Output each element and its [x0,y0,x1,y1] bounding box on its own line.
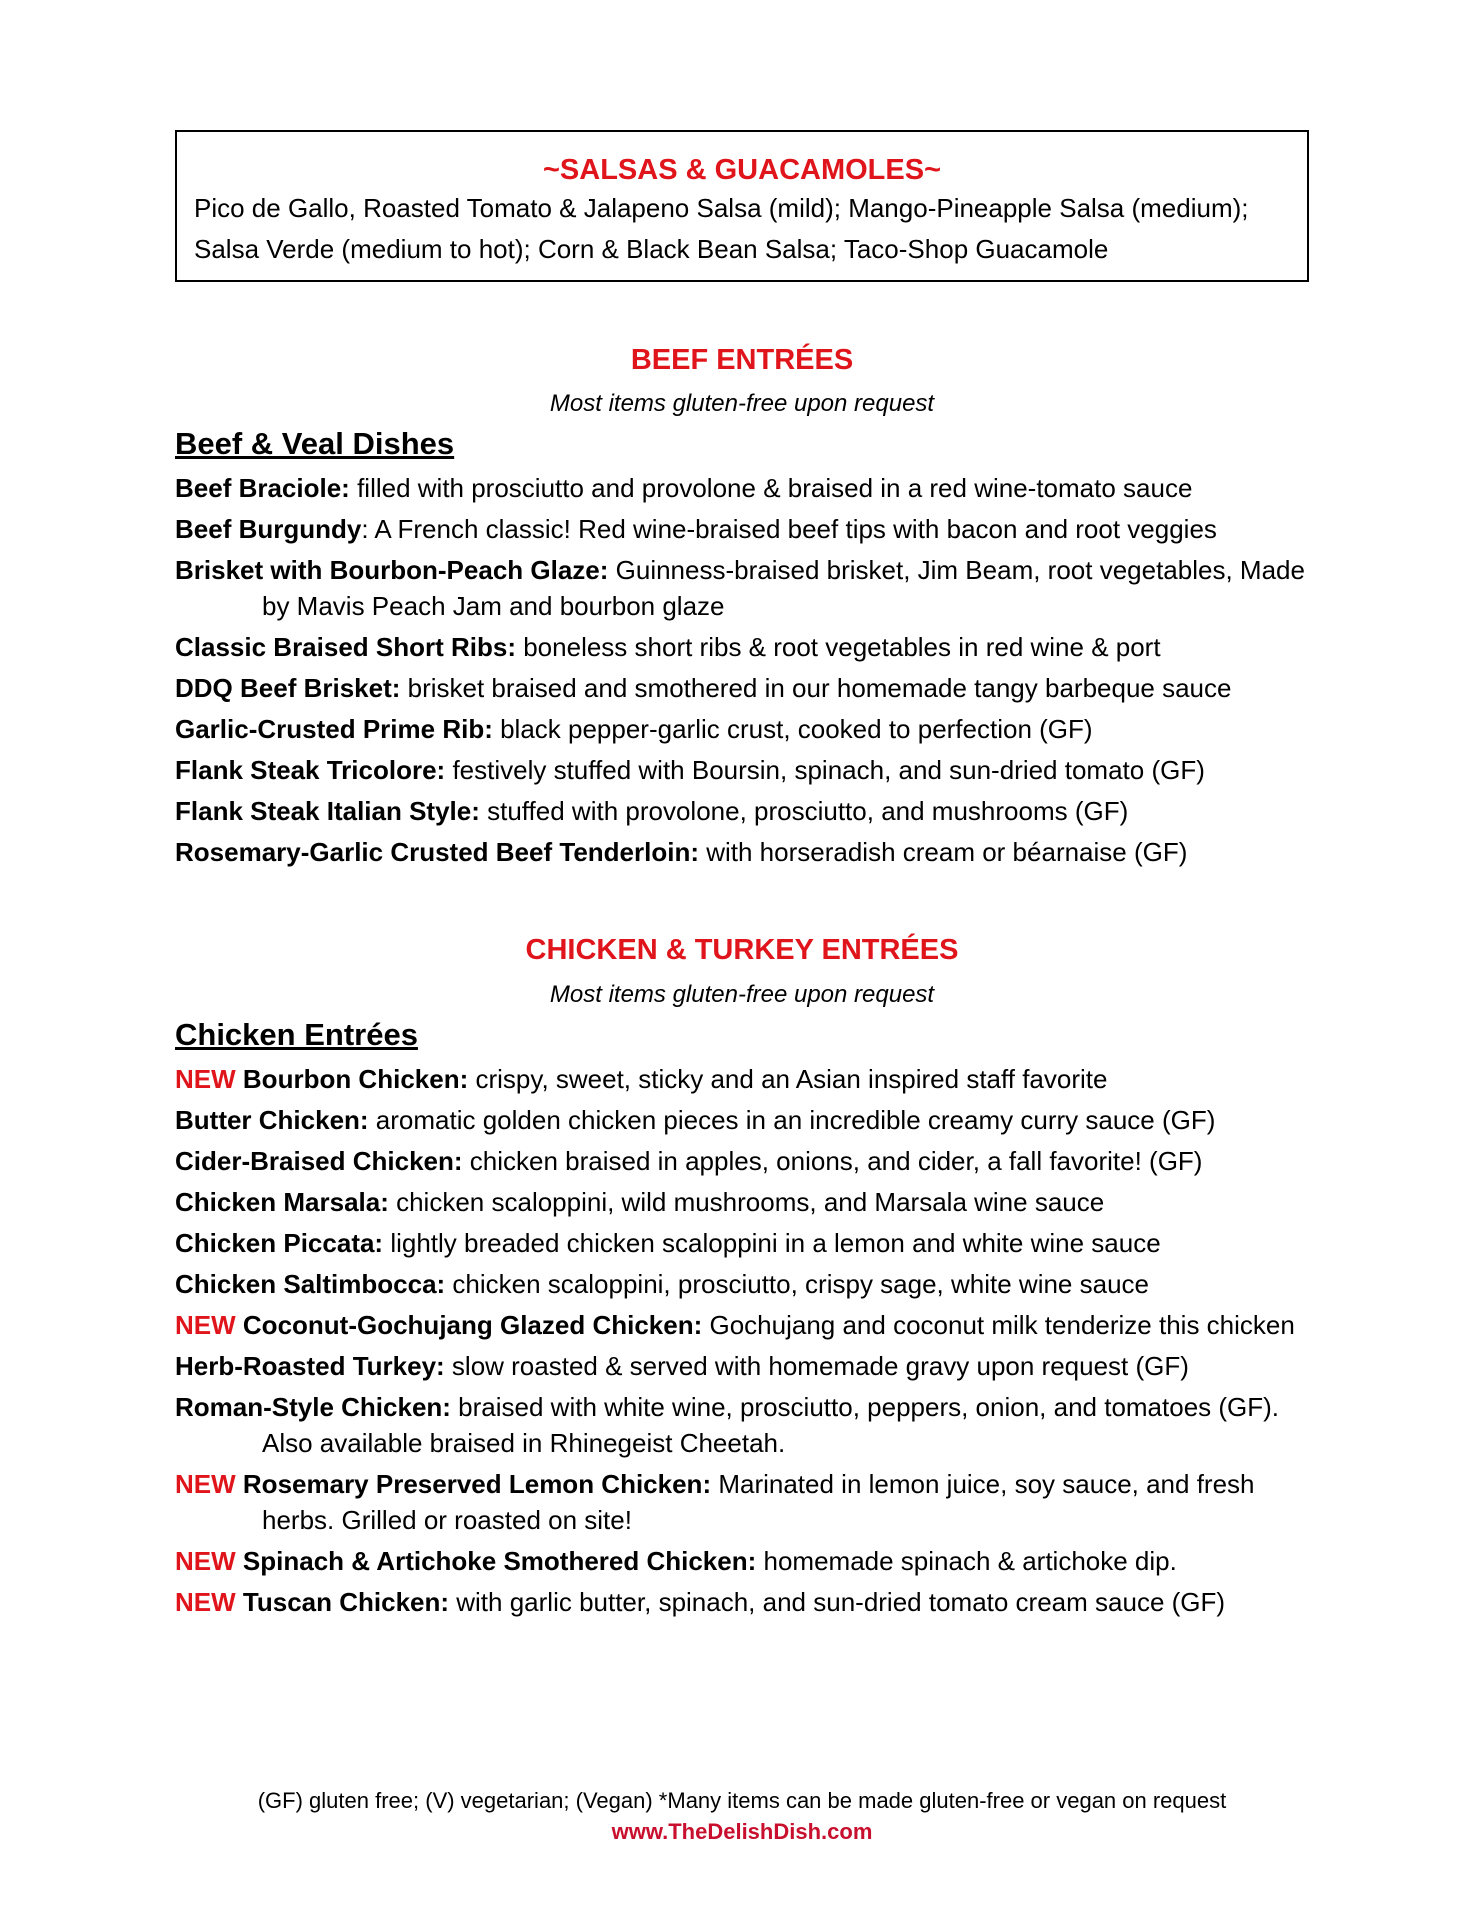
item-description: festively stuffed with Boursin, spinach, and sun-dried tomato (GF) [445,755,1205,785]
new-badge: NEW [175,1587,236,1617]
menu-item [175,470,1315,506]
salsas-line-2: Salsa Verde (medium to hot); Corn & Black Bean Salsa; Taco-Shop Guacamole [194,234,1109,264]
menu-item [175,1184,1315,1220]
footer-legend: (GF) gluten free; (V) vegetarian; (Vegan) *Many items can be made gluten-free or vegan on request [257,1788,1227,1813]
item-description: slow roasted & served with homemade gravy upon request (GF) [444,1351,1189,1381]
item-description: Marinated in lemon juice, soy sauce, and fresh herbs. Grilled or roasted on site! [262,1469,1255,1535]
chicken-item-list [175,1061,1315,1625]
item-name: Tuscan Chicken: [242,1587,450,1617]
item-description: stuffed with provolone, prosciutto, and mushrooms (GF) [479,796,1129,826]
menu-item [175,1143,1315,1179]
menu-item [175,1061,1315,1097]
new-badge: NEW [175,1546,236,1576]
menu-item [175,793,1315,829]
item-description: braised with white wine, prosciutto, peppers, onion, and tomatoes (GF). Also available braised in Rhinegeist Cheetah. [262,1392,1280,1458]
menu-item [175,1266,1315,1302]
item-name: DDQ Beef Brisket: [175,673,401,703]
chicken-subtitle: Chicken Entrées [175,1017,418,1052]
item-description: Gochujang and coconut milk tenderize this chicken [702,1310,1295,1340]
new-badge: NEW [175,1310,236,1340]
menu-item [175,1307,1315,1343]
item-description: boneless short ribs & root vegetables in red wine & port [516,632,1161,662]
salsas-box [175,130,1309,282]
item-name: Flank Steak Italian Style: [175,796,480,826]
item-name: Rosemary Preserved Lemon Chicken: [242,1469,712,1499]
item-description: Guinness-braised brisket, Jim Beam, root vegetables, Made by Mavis Peach Jam and bourbon glaze [262,555,1305,621]
item-description: filled with prosciutto and provolone & braised in a red wine-tomato sauce [349,473,1193,503]
menu-item [175,1389,1315,1461]
menu-item [175,511,1315,547]
item-description: black pepper-garlic crust, cooked to perfection (GF) [492,714,1093,744]
item-name: Cider-Braised Chicken: [175,1146,463,1176]
item-name: Garlic-Crusted Prime Rib: [175,714,493,744]
item-name: Roman-Style Chicken: [175,1392,451,1422]
beef-section-note: Most items gluten-free upon request [549,390,935,417]
beef-section-title: BEEF ENTRÉES [630,344,854,376]
item-name: Flank Steak Tricolore: [175,755,446,785]
item-name: Beef Braciole: [175,473,350,503]
item-name: Chicken Marsala: [175,1187,389,1217]
item-description: with horseradish cream or béarnaise (GF) [699,837,1188,867]
item-name: Classic Braised Short Ribs: [175,632,516,662]
menu-item [175,711,1315,747]
menu-item [175,1584,1315,1620]
item-description: chicken scaloppini, prosciutto, crispy sage, white wine sauce [445,1269,1149,1299]
item-name: Bourbon Chicken: [242,1064,469,1094]
item-name: Chicken Saltimbocca: [175,1269,446,1299]
beef-subtitle: Beef & Veal Dishes [175,426,455,461]
item-description: chicken braised in apples, onions, and cider, a fall favorite! (GF) [462,1146,1203,1176]
menu-item [175,1543,1315,1579]
menu-item [175,834,1315,870]
item-name: Beef Burgundy [175,514,362,544]
chicken-section-title: CHICKEN & TURKEY ENTRÉES [525,934,959,966]
menu-item [175,1102,1315,1138]
salsas-line-1: Pico de Gallo, Roasted Tomato & Jalapeno Salsa (mild); Mango-Pineapple Salsa (medium); [194,193,1249,223]
item-description: : A French classic! Red wine-braised beef tips with bacon and root veggies [361,514,1217,544]
item-name: Butter Chicken: [175,1105,369,1135]
menu-item [175,670,1315,706]
menu-item [175,1466,1315,1538]
item-name: Spinach & Artichoke Smothered Chicken: [242,1546,757,1576]
item-description: aromatic golden chicken pieces in an incredible creamy curry sauce (GF) [368,1105,1216,1135]
item-description: lightly breaded chicken scaloppini in a lemon and white wine sauce [383,1228,1161,1258]
footer-website-link[interactable]: www.TheDelishDish.com [611,1819,873,1844]
item-name: Rosemary-Garlic Crusted Beef Tenderloin: [175,837,699,867]
item-description: chicken scaloppini, wild mushrooms, and Marsala wine sauce [388,1187,1105,1217]
item-description: with garlic butter, spinach, and sun-dried tomato cream sauce (GF) [449,1587,1226,1617]
menu-item [175,552,1315,624]
menu-item [175,1348,1315,1384]
salsas-title: ~SALSAS & GUACAMOLES~ [543,154,941,186]
chicken-section-note: Most items gluten-free upon request [549,981,935,1008]
item-description: crispy, sweet, sticky and an Asian inspired staff favorite [468,1064,1108,1094]
menu-item [175,1225,1315,1261]
item-name: Brisket with Bourbon-Peach Glaze: [175,555,609,585]
menu-item [175,629,1315,665]
beef-item-list [175,470,1315,875]
item-description: homemade spinach & artichoke dip. [756,1546,1177,1576]
item-name: Herb-Roasted Turkey: [175,1351,445,1381]
menu-item [175,752,1315,788]
new-badge: NEW [175,1469,236,1499]
item-description: brisket braised and smothered in our homemade tangy barbeque sauce [400,673,1232,703]
item-name: Coconut-Gochujang Glazed Chicken: [242,1310,703,1340]
item-name: Chicken Piccata: [175,1228,384,1258]
new-badge: NEW [175,1064,236,1094]
